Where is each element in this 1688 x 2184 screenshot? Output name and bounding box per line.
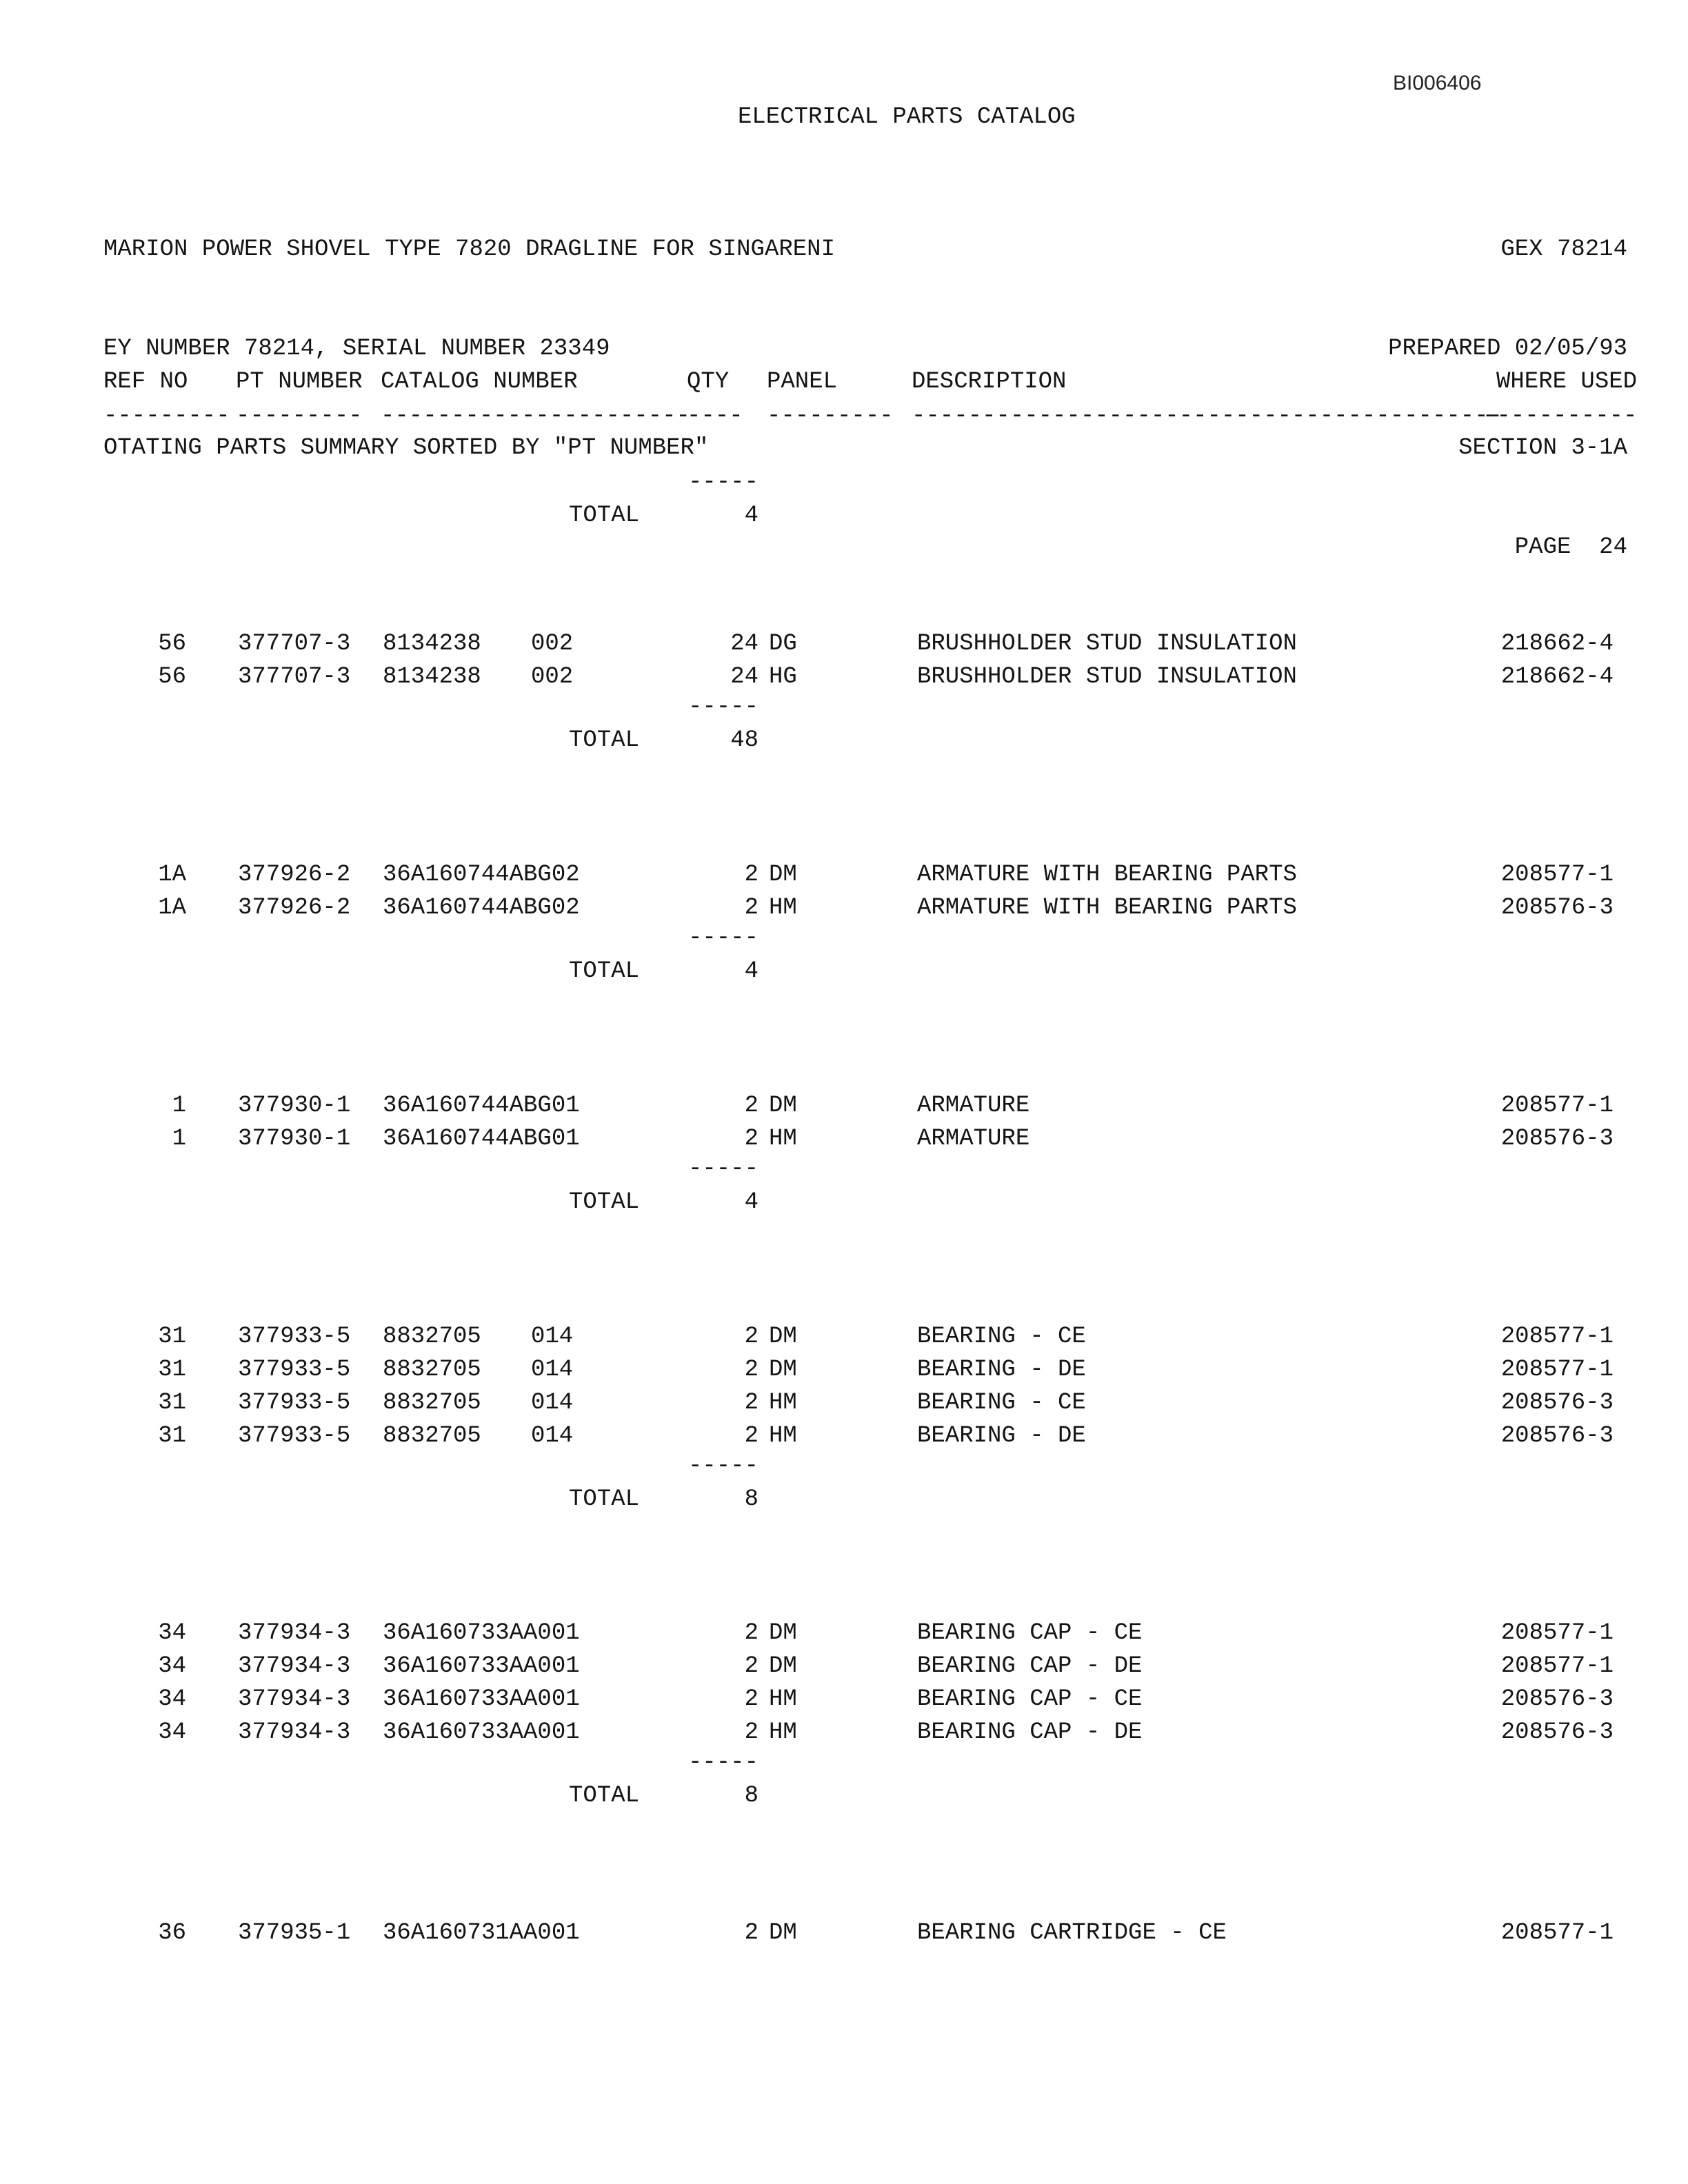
description-cell: BRUSHHOLDER STUD INSULATION xyxy=(917,631,1297,657)
qty-cell: 2 xyxy=(744,1357,758,1383)
panel-cell: HG xyxy=(769,664,797,690)
pt-number-cell: 377935-1 xyxy=(238,1920,351,1946)
description-cell: ARMATURE xyxy=(917,1126,1030,1152)
panel-cell: HM xyxy=(769,1423,797,1449)
panel-cell: HM xyxy=(769,1686,797,1712)
section-number: SECTION 3-1A xyxy=(1458,435,1627,461)
where-used-cell: 208576-3 xyxy=(1500,1719,1614,1746)
qty-cell: 2 xyxy=(744,895,758,921)
where-used-cell: 208576-3 xyxy=(1500,1126,1614,1152)
header-line-summary: OTATING PARTS SUMMARY SORTED BY "PT NUMBER" xyxy=(103,435,709,461)
where-used-cell: 208576-3 xyxy=(1500,1423,1614,1449)
rule-ref: --------- xyxy=(103,403,230,429)
catalog-number-cell: 36A160733AA001 xyxy=(383,1719,580,1746)
qty-cell: 2 xyxy=(744,1653,758,1679)
total-label: TOTAL xyxy=(569,1486,640,1513)
catalog-suffix-cell: 014 xyxy=(531,1423,574,1449)
where-used-cell: 208577-1 xyxy=(1500,1357,1614,1383)
pt-number-cell: 377930-1 xyxy=(238,1093,351,1119)
subtotal-rule xyxy=(0,1450,1688,1483)
qty-cell: 2 xyxy=(744,1093,758,1119)
panel-cell: DM xyxy=(769,1324,797,1350)
panel-cell: HM xyxy=(769,1719,797,1746)
table-row xyxy=(0,1353,1688,1386)
table-row xyxy=(0,1917,1688,1950)
ref-no-cell: 56 xyxy=(158,664,186,690)
total-value: 8 xyxy=(744,1486,758,1513)
where-used-cell: 208577-1 xyxy=(1500,1920,1614,1946)
pt-number-cell: 377926-2 xyxy=(238,862,351,888)
description-cell: ARMATURE WITH BEARING PARTS xyxy=(917,862,1297,888)
catalog-number-cell: 36A160733AA001 xyxy=(383,1620,580,1646)
panel-cell: DM xyxy=(769,1357,797,1383)
table-row xyxy=(0,1320,1688,1353)
catalog-number-cell: 36A160744ABG01 xyxy=(383,1093,580,1119)
subtotal-rule xyxy=(0,466,1688,499)
catalog-suffix-cell: 014 xyxy=(531,1324,574,1350)
description-cell: BEARING - DE xyxy=(917,1357,1086,1383)
subtotal-rule xyxy=(0,1153,1688,1186)
subtotal-rule-dashes: ----- xyxy=(687,694,758,720)
catalog-number-cell: 8134238 xyxy=(383,631,481,657)
rule-qty: ---- xyxy=(687,403,743,429)
document-id: BI006406 xyxy=(1393,72,1482,94)
where-used-cell: 208577-1 xyxy=(1500,862,1614,888)
qty-cell: 2 xyxy=(744,1620,758,1646)
description-cell: BEARING CAP - DE xyxy=(917,1719,1143,1746)
catalog-number-cell: 36A160744ABG02 xyxy=(383,895,580,921)
panel-cell: HM xyxy=(769,1390,797,1416)
qty-cell: 24 xyxy=(730,631,758,657)
table-row xyxy=(0,858,1688,891)
where-used-cell: 208577-1 xyxy=(1500,1653,1614,1679)
ref-no-cell: 31 xyxy=(158,1423,186,1449)
ref-no-cell: 1A xyxy=(158,895,186,921)
subtotal-rule-dashes: ----- xyxy=(687,925,758,951)
catalog-suffix-cell: 002 xyxy=(531,631,574,657)
panel-cell: HM xyxy=(769,1126,797,1152)
total-label: TOTAL xyxy=(569,958,640,984)
qty-cell: 2 xyxy=(744,1686,758,1712)
catalog-suffix-cell: 014 xyxy=(531,1390,574,1416)
table-row xyxy=(0,1683,1688,1716)
pt-number-cell: 377930-1 xyxy=(238,1126,351,1152)
ref-no-cell: 34 xyxy=(158,1719,186,1746)
column-header-row xyxy=(0,365,1688,398)
description-cell: BEARING CAP - CE xyxy=(917,1620,1143,1646)
pt-number-cell: 377707-3 xyxy=(238,664,351,690)
description-cell: ARMATURE WITH BEARING PARTS xyxy=(917,895,1297,921)
subtotal-rule-dashes: ----- xyxy=(687,1156,758,1182)
pt-number-cell: 377933-5 xyxy=(238,1324,351,1350)
qty-cell: 2 xyxy=(744,1390,758,1416)
pt-number-cell: 377934-3 xyxy=(238,1620,351,1646)
pt-number-cell: 377934-3 xyxy=(238,1686,351,1712)
catalog-number-cell: 36A160744ABG02 xyxy=(383,862,580,888)
pt-number-cell: 377933-5 xyxy=(238,1357,351,1383)
catalog-number-cell: 36A160733AA001 xyxy=(383,1653,580,1679)
col-catalog-number: CATALOG NUMBER xyxy=(381,369,578,395)
gex-number: GEX 78214 xyxy=(1500,236,1627,263)
qty-cell: 2 xyxy=(744,1920,758,1946)
catalog-number-cell: 36A160744ABG01 xyxy=(383,1126,580,1152)
header-left xyxy=(103,167,838,498)
group-total-row xyxy=(0,1186,1688,1219)
ref-no-cell: 34 xyxy=(158,1653,186,1679)
where-used-cell: 208576-3 xyxy=(1500,895,1614,921)
rule-description: ------------------------------------------ xyxy=(912,403,1503,429)
total-label: TOTAL xyxy=(569,1189,640,1215)
description-cell: BEARING CARTRIDGE - CE xyxy=(917,1920,1227,1946)
total-label: TOTAL xyxy=(569,727,640,754)
ref-no-cell: 36 xyxy=(158,1920,186,1946)
total-value: 48 xyxy=(730,727,758,754)
catalog-suffix-cell: 014 xyxy=(531,1357,574,1383)
where-used-cell: 208577-1 xyxy=(1500,1093,1614,1119)
prepared-date: PREPARED 02/05/93 xyxy=(1388,336,1627,362)
total-label: TOTAL xyxy=(569,503,640,529)
total-value: 4 xyxy=(744,503,758,529)
panel-cell: DM xyxy=(769,1620,797,1646)
catalog-number-cell: 36A160731AA001 xyxy=(383,1920,580,1946)
qty-cell: 2 xyxy=(744,1324,758,1350)
table-row xyxy=(0,891,1688,924)
rule-catalog: ---------------------- xyxy=(381,403,690,429)
rule-where: ----------- xyxy=(1483,403,1638,429)
qty-cell: 2 xyxy=(744,1719,758,1746)
col-description: DESCRIPTION xyxy=(912,369,1067,395)
ref-no-cell: 1 xyxy=(172,1126,186,1152)
group-total-row xyxy=(0,724,1688,757)
ref-no-cell: 31 xyxy=(158,1357,186,1383)
catalog-number-cell: 8134238 xyxy=(383,664,481,690)
table-row xyxy=(0,1122,1688,1155)
description-cell: BEARING - DE xyxy=(917,1423,1086,1449)
table-row xyxy=(0,627,1688,660)
panel-cell: DG xyxy=(769,631,797,657)
table-row xyxy=(0,1650,1688,1683)
group-total-row xyxy=(0,1483,1688,1516)
description-cell: ARMATURE xyxy=(917,1093,1030,1119)
col-ref-no: REF NO xyxy=(103,369,188,395)
pt-number-cell: 377707-3 xyxy=(238,631,351,657)
page-number: PAGE 24 xyxy=(1514,534,1627,560)
col-pt-number: PT NUMBER xyxy=(236,369,363,395)
total-label: TOTAL xyxy=(569,1783,640,1809)
ref-no-cell: 1A xyxy=(158,862,186,888)
panel-cell: DM xyxy=(769,1093,797,1119)
ref-no-cell: 1 xyxy=(172,1093,186,1119)
panel-cell: DM xyxy=(769,1920,797,1946)
catalog-number-cell: 8832705 xyxy=(383,1324,481,1350)
table-row xyxy=(0,1419,1688,1453)
where-used-cell: 208577-1 xyxy=(1500,1324,1614,1350)
catalog-title: ELECTRICAL PARTS CATALOG xyxy=(738,104,1076,130)
total-value: 8 xyxy=(744,1783,758,1809)
total-value: 4 xyxy=(744,958,758,984)
table-row xyxy=(0,1386,1688,1419)
qty-cell: 2 xyxy=(744,862,758,888)
table-row xyxy=(0,1089,1688,1122)
panel-cell: HM xyxy=(769,895,797,921)
pt-number-cell: 377934-3 xyxy=(238,1653,351,1679)
where-used-cell: 218662-4 xyxy=(1500,631,1614,657)
description-cell: BEARING CAP - DE xyxy=(917,1653,1143,1679)
ref-no-cell: 31 xyxy=(158,1390,186,1416)
catalog-number-cell: 8832705 xyxy=(383,1423,481,1449)
rule-panel: --------- xyxy=(767,403,894,429)
pt-number-cell: 377934-3 xyxy=(238,1719,351,1746)
panel-cell: DM xyxy=(769,862,797,888)
col-panel: PANEL xyxy=(767,369,838,395)
col-where-used: WHERE USED xyxy=(1496,369,1638,395)
ref-no-cell: 34 xyxy=(158,1620,186,1646)
group-total-row xyxy=(0,955,1688,988)
table-row xyxy=(0,1617,1688,1650)
subtotal-rule-dashes: ----- xyxy=(687,1750,758,1776)
pt-number-cell: 377926-2 xyxy=(238,895,351,921)
panel-cell: DM xyxy=(769,1653,797,1679)
subtotal-rule-dashes: ----- xyxy=(687,1453,758,1479)
catalog-suffix-cell: 002 xyxy=(531,664,574,690)
qty-cell: 24 xyxy=(730,664,758,690)
subtotal-rule xyxy=(0,691,1688,724)
where-used-cell: 218662-4 xyxy=(1500,664,1614,690)
catalog-number-cell: 8832705 xyxy=(383,1390,481,1416)
ref-no-cell: 34 xyxy=(158,1686,186,1712)
header-line-key-number: EY NUMBER 78214, SERIAL NUMBER 23349 xyxy=(103,336,610,362)
group-total-row xyxy=(0,499,1688,532)
where-used-cell: 208576-3 xyxy=(1500,1686,1614,1712)
qty-cell: 2 xyxy=(744,1423,758,1449)
table-row xyxy=(0,660,1688,694)
where-used-cell: 208576-3 xyxy=(1500,1390,1614,1416)
catalog-number-cell: 8832705 xyxy=(383,1357,481,1383)
description-cell: BEARING - CE xyxy=(917,1390,1086,1416)
subtotal-rule xyxy=(0,1746,1688,1779)
total-value: 4 xyxy=(744,1189,758,1215)
header-line-machine: MARION POWER SHOVEL TYPE 7820 DRAGLINE FOR SINGARENI xyxy=(103,236,835,263)
where-used-cell: 208577-1 xyxy=(1500,1620,1614,1646)
catalog-number-cell: 36A160733AA001 xyxy=(383,1686,580,1712)
ref-no-cell: 56 xyxy=(158,631,186,657)
subtotal-rule-dashes: ----- xyxy=(687,469,758,496)
description-cell: BRUSHHOLDER STUD INSULATION xyxy=(917,664,1297,690)
description-cell: BEARING CAP - CE xyxy=(917,1686,1143,1712)
rule-pt: --------- xyxy=(236,403,363,429)
column-rule-row xyxy=(0,400,1688,433)
ref-no-cell: 31 xyxy=(158,1324,186,1350)
group-total-row xyxy=(0,1779,1688,1812)
table-row xyxy=(0,1716,1688,1749)
qty-cell: 2 xyxy=(744,1126,758,1152)
pt-number-cell: 377933-5 xyxy=(238,1390,351,1416)
pt-number-cell: 377933-5 xyxy=(238,1423,351,1449)
subtotal-rule xyxy=(0,922,1688,955)
col-qty: QTY xyxy=(687,369,730,395)
description-cell: BEARING - CE xyxy=(917,1324,1086,1350)
